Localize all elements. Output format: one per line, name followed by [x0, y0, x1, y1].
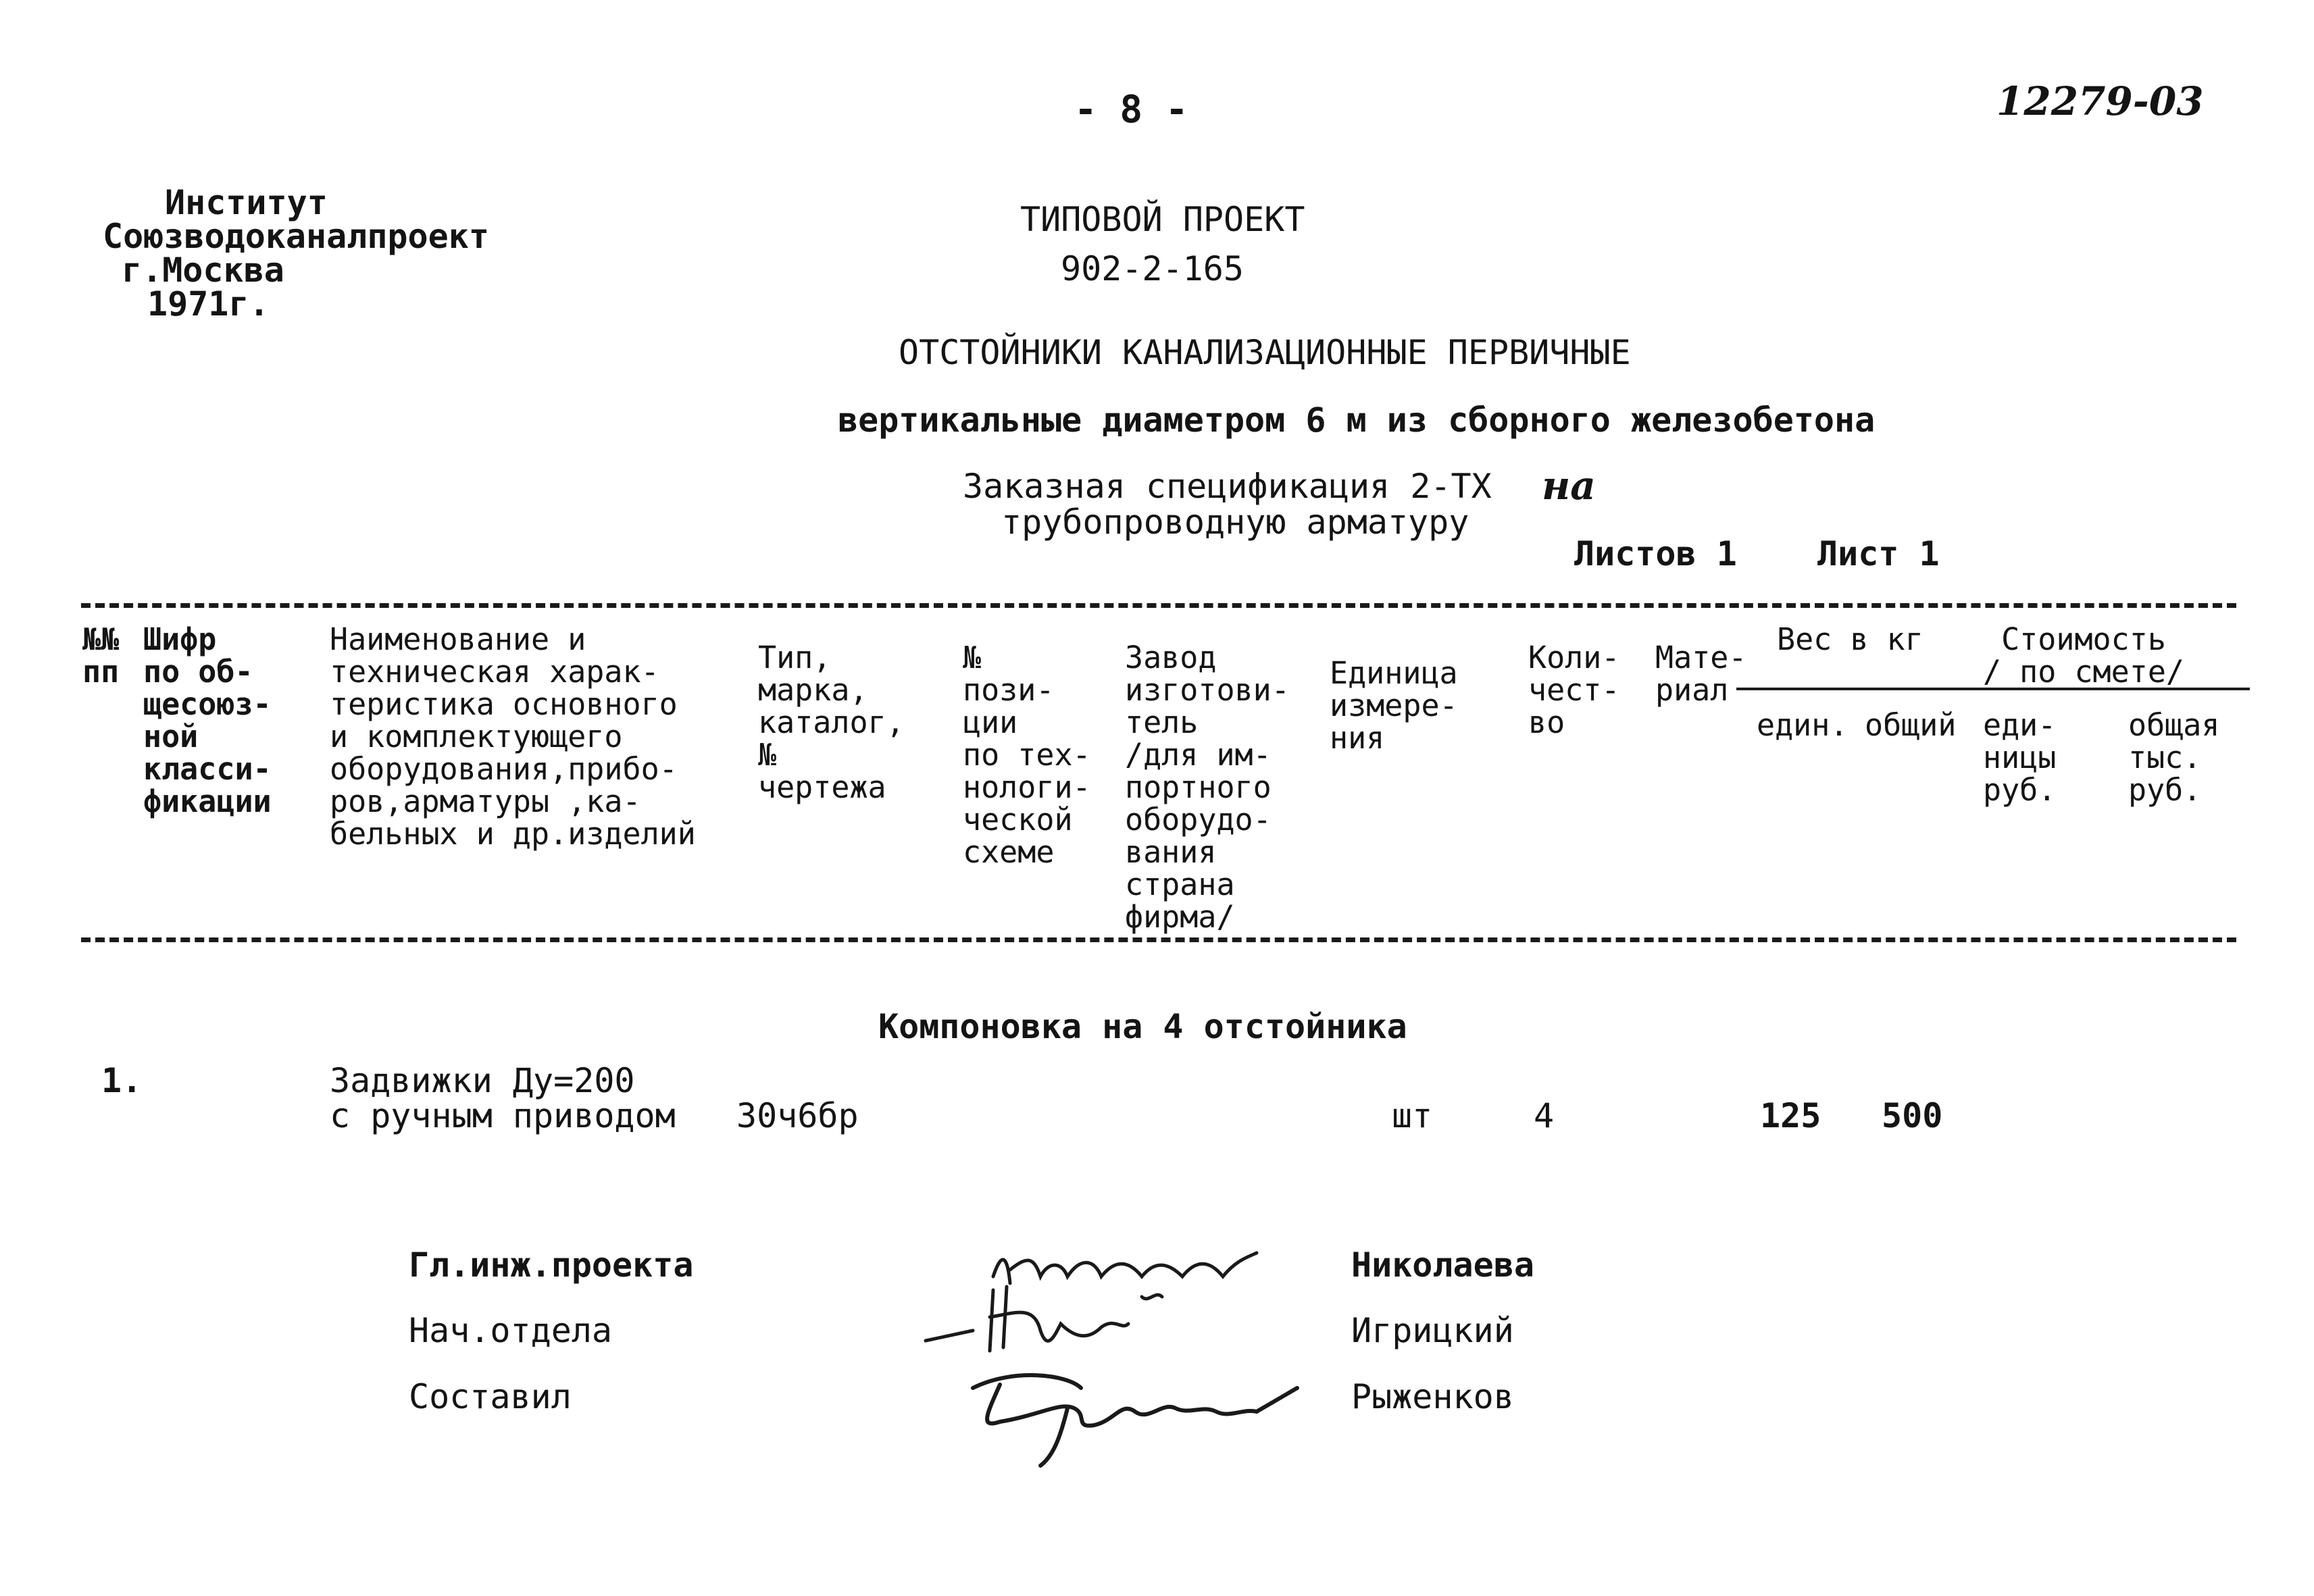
- table-top-rule: [81, 603, 2236, 608]
- header-col-num: №№ пп: [82, 621, 120, 690]
- header-col-weight: Вес в кг: [1777, 621, 1923, 657]
- header-col-pos: № пози- ции по тех- нологи- ческой схеме: [963, 640, 1091, 870]
- document-code: 12279-03: [1996, 78, 2204, 124]
- signature-name-chief-engineer: Николаева: [1351, 1245, 1534, 1285]
- header-col-material: Мате- риал: [1655, 640, 1747, 708]
- row-unit: шт: [1392, 1096, 1433, 1135]
- row-name-line2: с ручным приводом: [330, 1096, 676, 1135]
- project-subtitle: вертикальные диаметром 6 м из сборного железобетона: [838, 401, 1876, 440]
- row-weight-unit: 125: [1760, 1096, 1821, 1135]
- header-col-code: Шифр по об- щесоюз- ной класси- фикации: [143, 621, 272, 819]
- row-weight-total: 500: [1882, 1096, 1943, 1135]
- row-num: 1.: [101, 1061, 143, 1100]
- signature-role-chief-engineer: Гл.инж.проекта: [409, 1245, 694, 1285]
- header-col-qty: Коли- чест- во: [1528, 640, 1620, 740]
- signature-role-department-head: Нач.отдела: [409, 1311, 613, 1350]
- header-col-cost: Стоимость / по смете/: [1983, 621, 2185, 690]
- sheets-total: Листов 1: [1574, 534, 1737, 573]
- row-qty: 4: [1534, 1096, 1555, 1135]
- spec-subtitle: трубопроводную арматуру: [1001, 503, 1469, 542]
- institute-name: Институт: [165, 183, 328, 222]
- header-col-weight-total: общий: [1865, 707, 1957, 743]
- header-col-cost-unit: еди- ницы руб.: [1983, 707, 2057, 808]
- spec-title: Заказная спецификация 2-ТХ: [963, 467, 1492, 506]
- institute-city: г.Москва: [122, 251, 284, 290]
- header-col-weight-unit: един.: [1757, 707, 1848, 743]
- project-number: 902-2-165: [1061, 249, 1244, 288]
- institute-year: 1971г.: [147, 284, 270, 324]
- signature-name-department-head: Игрицкий: [1351, 1311, 1514, 1350]
- section-title: Компоновка на 4 отстойника: [878, 1007, 1407, 1046]
- spec-handwritten-na: на: [1542, 463, 1596, 509]
- project-label: ТИПОВОЙ ПРОЕКТ: [1020, 200, 1305, 239]
- page-number: - 8 -: [1074, 88, 1188, 132]
- sheet-number: Лист 1: [1817, 534, 1940, 573]
- header-col-type: Тип, марка, каталог, № чертежа: [758, 640, 905, 805]
- signature-name-compiler: Рыженков: [1351, 1377, 1514, 1416]
- table-bottom-rule: [81, 937, 2236, 942]
- header-col-name: Наименование и техническая харак- теристика основного и комплектующего оборудования,прибо- ров,арматуры ,ка- бельных и др.изделий: [330, 621, 696, 852]
- handwritten-signature-3: [959, 1347, 1324, 1476]
- institute-org: Союзводоканалпроект: [103, 217, 489, 256]
- row-type: 30ч6бр: [736, 1096, 859, 1135]
- header-col-unit: Единица измере- ния: [1330, 655, 1458, 756]
- signature-role-compiler: Составил: [409, 1377, 572, 1416]
- header-col-cost-total: общая тыс. руб.: [2128, 707, 2220, 808]
- row-name-line1: Задвижки Ду=200: [330, 1061, 635, 1100]
- header-col-factory: Завод изготови- тель /для им- портного оборудо- вания страна фирма/: [1125, 640, 1290, 935]
- project-title: ОТСТОЙНИКИ КАНАЛИЗАЦИОННЫЕ ПЕРВИЧНЫЕ: [899, 333, 1631, 372]
